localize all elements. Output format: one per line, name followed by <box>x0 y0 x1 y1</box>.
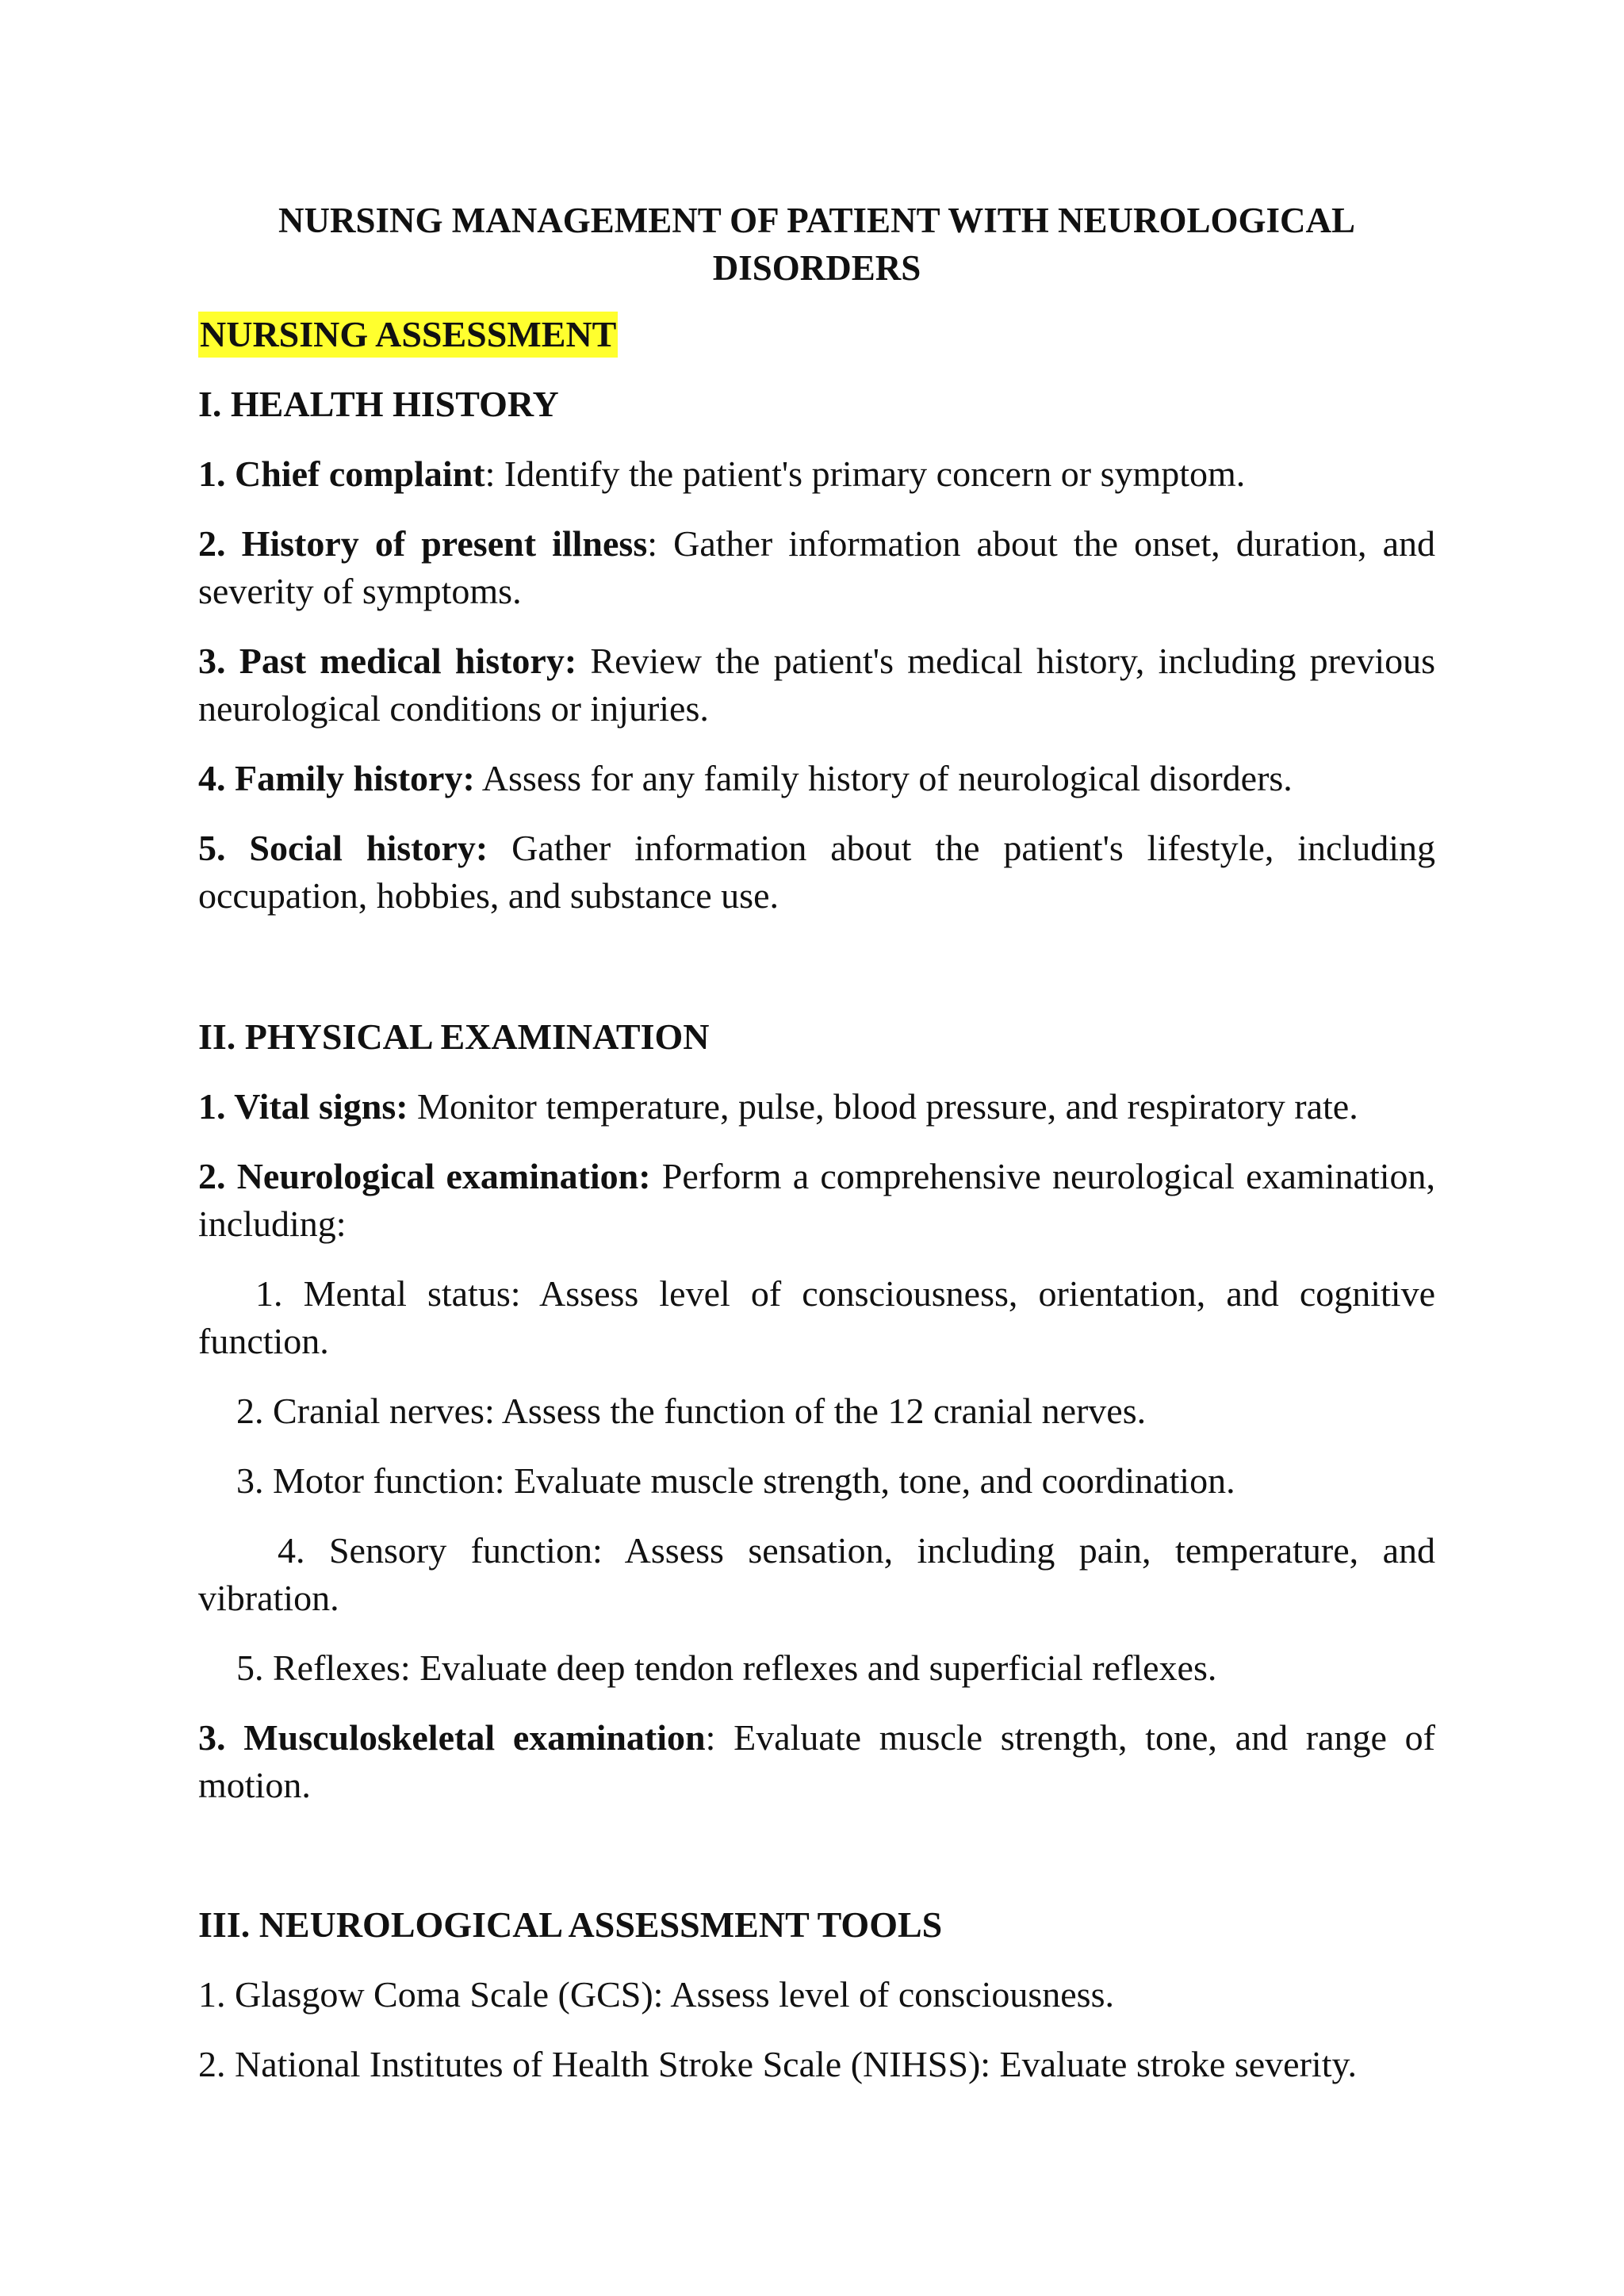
item-label: 1. Chief complaint <box>198 453 485 494</box>
list-item <box>198 1083 1435 1131</box>
section-heading-physical-examination: II. PHYSICAL EXAMINATION <box>198 1016 710 1057</box>
sub-list-item: 4. Sensory function: Assess sensation, including pain, temperature, and vibration. <box>198 1530 1435 1618</box>
highlighted-heading: NURSING ASSESSMENT <box>198 312 618 358</box>
item-text: Evaluate muscle strength, tone, and range of motion. <box>198 1717 1435 1805</box>
section-heading-health-history: I. HEALTH HISTORY <box>198 384 559 424</box>
sub-list-item: 1. Mental status: Assess level of consciousness, orientation, and cognitive function. <box>198 1273 1435 1361</box>
list-item <box>198 1153 1435 1248</box>
item-text: Gather information about the patient's lifestyle, including occupation, hobbies, and substance use. <box>198 828 1435 916</box>
list-item <box>198 755 1435 802</box>
list-item: 1. Glasgow Coma Scale (GCS): Assess level of consciousness. <box>198 1974 1114 2015</box>
item-text: Gather information about the onset, duration, and severity of symptoms. <box>198 523 1436 611</box>
item-label: 2. Neurological examination: <box>198 1156 651 1196</box>
item-text: Monitor temperature, pulse, blood pressure, and respiratory rate. <box>417 1086 1358 1127</box>
list-item: 3. Musculoskeletal examination: Evaluate muscle strength, tone, and range of motion. <box>198 1717 1435 1805</box>
sub-list-item: 3. Motor function: Evaluate muscle strength, tone, and coordination. <box>236 1460 1235 1501</box>
list-item <box>198 825 1435 920</box>
item-text: Assess for any family history of neurological disorders. <box>481 758 1293 798</box>
list-item: 2. National Institutes of Health Stroke Scale (NIHSS): Evaluate stroke severity. <box>198 2044 1357 2084</box>
item-text: Identify the patient's primary concern or symptom. <box>504 453 1246 494</box>
sub-list-item: 2. Cranial nerves: Assess the function of the 12 cranial nerves. <box>236 1391 1147 1431</box>
item-label: 3. Musculoskeletal examination <box>198 1717 706 1758</box>
item-text: Review the patient's medical history, including previous neurological conditions or injuries. <box>198 641 1436 729</box>
item-label: 3. Past medical history: <box>198 641 577 681</box>
list-item: 2. History of present illness: Gather information about the onset, duration, and severity of symptoms. <box>198 523 1436 611</box>
list-item <box>198 637 1435 733</box>
item-label: 2. History of present illness <box>198 523 648 564</box>
item-label: 4. Family history: <box>198 758 475 798</box>
sub-list-item: 5. Reflexes: Evaluate deep tendon reflexes and superficial reflexes. <box>236 1647 1217 1688</box>
list-item: 1. Chief complaint: Identify the patient's primary concern or symptom. <box>198 453 1246 494</box>
item-label: 5. Social history: <box>198 828 488 868</box>
section-heading-assessment-tools: III. NEUROLOGICAL ASSESSMENT TOOLS <box>198 1904 943 1945</box>
item-text: Perform a comprehensive neurological examination, including: <box>198 1156 1436 1244</box>
item-label: 1. Vital signs: <box>198 1086 408 1127</box>
page-title: NURSING MANAGEMENT OF PATIENT WITH NEUROLOGICAL DISORDERS <box>278 201 1356 288</box>
